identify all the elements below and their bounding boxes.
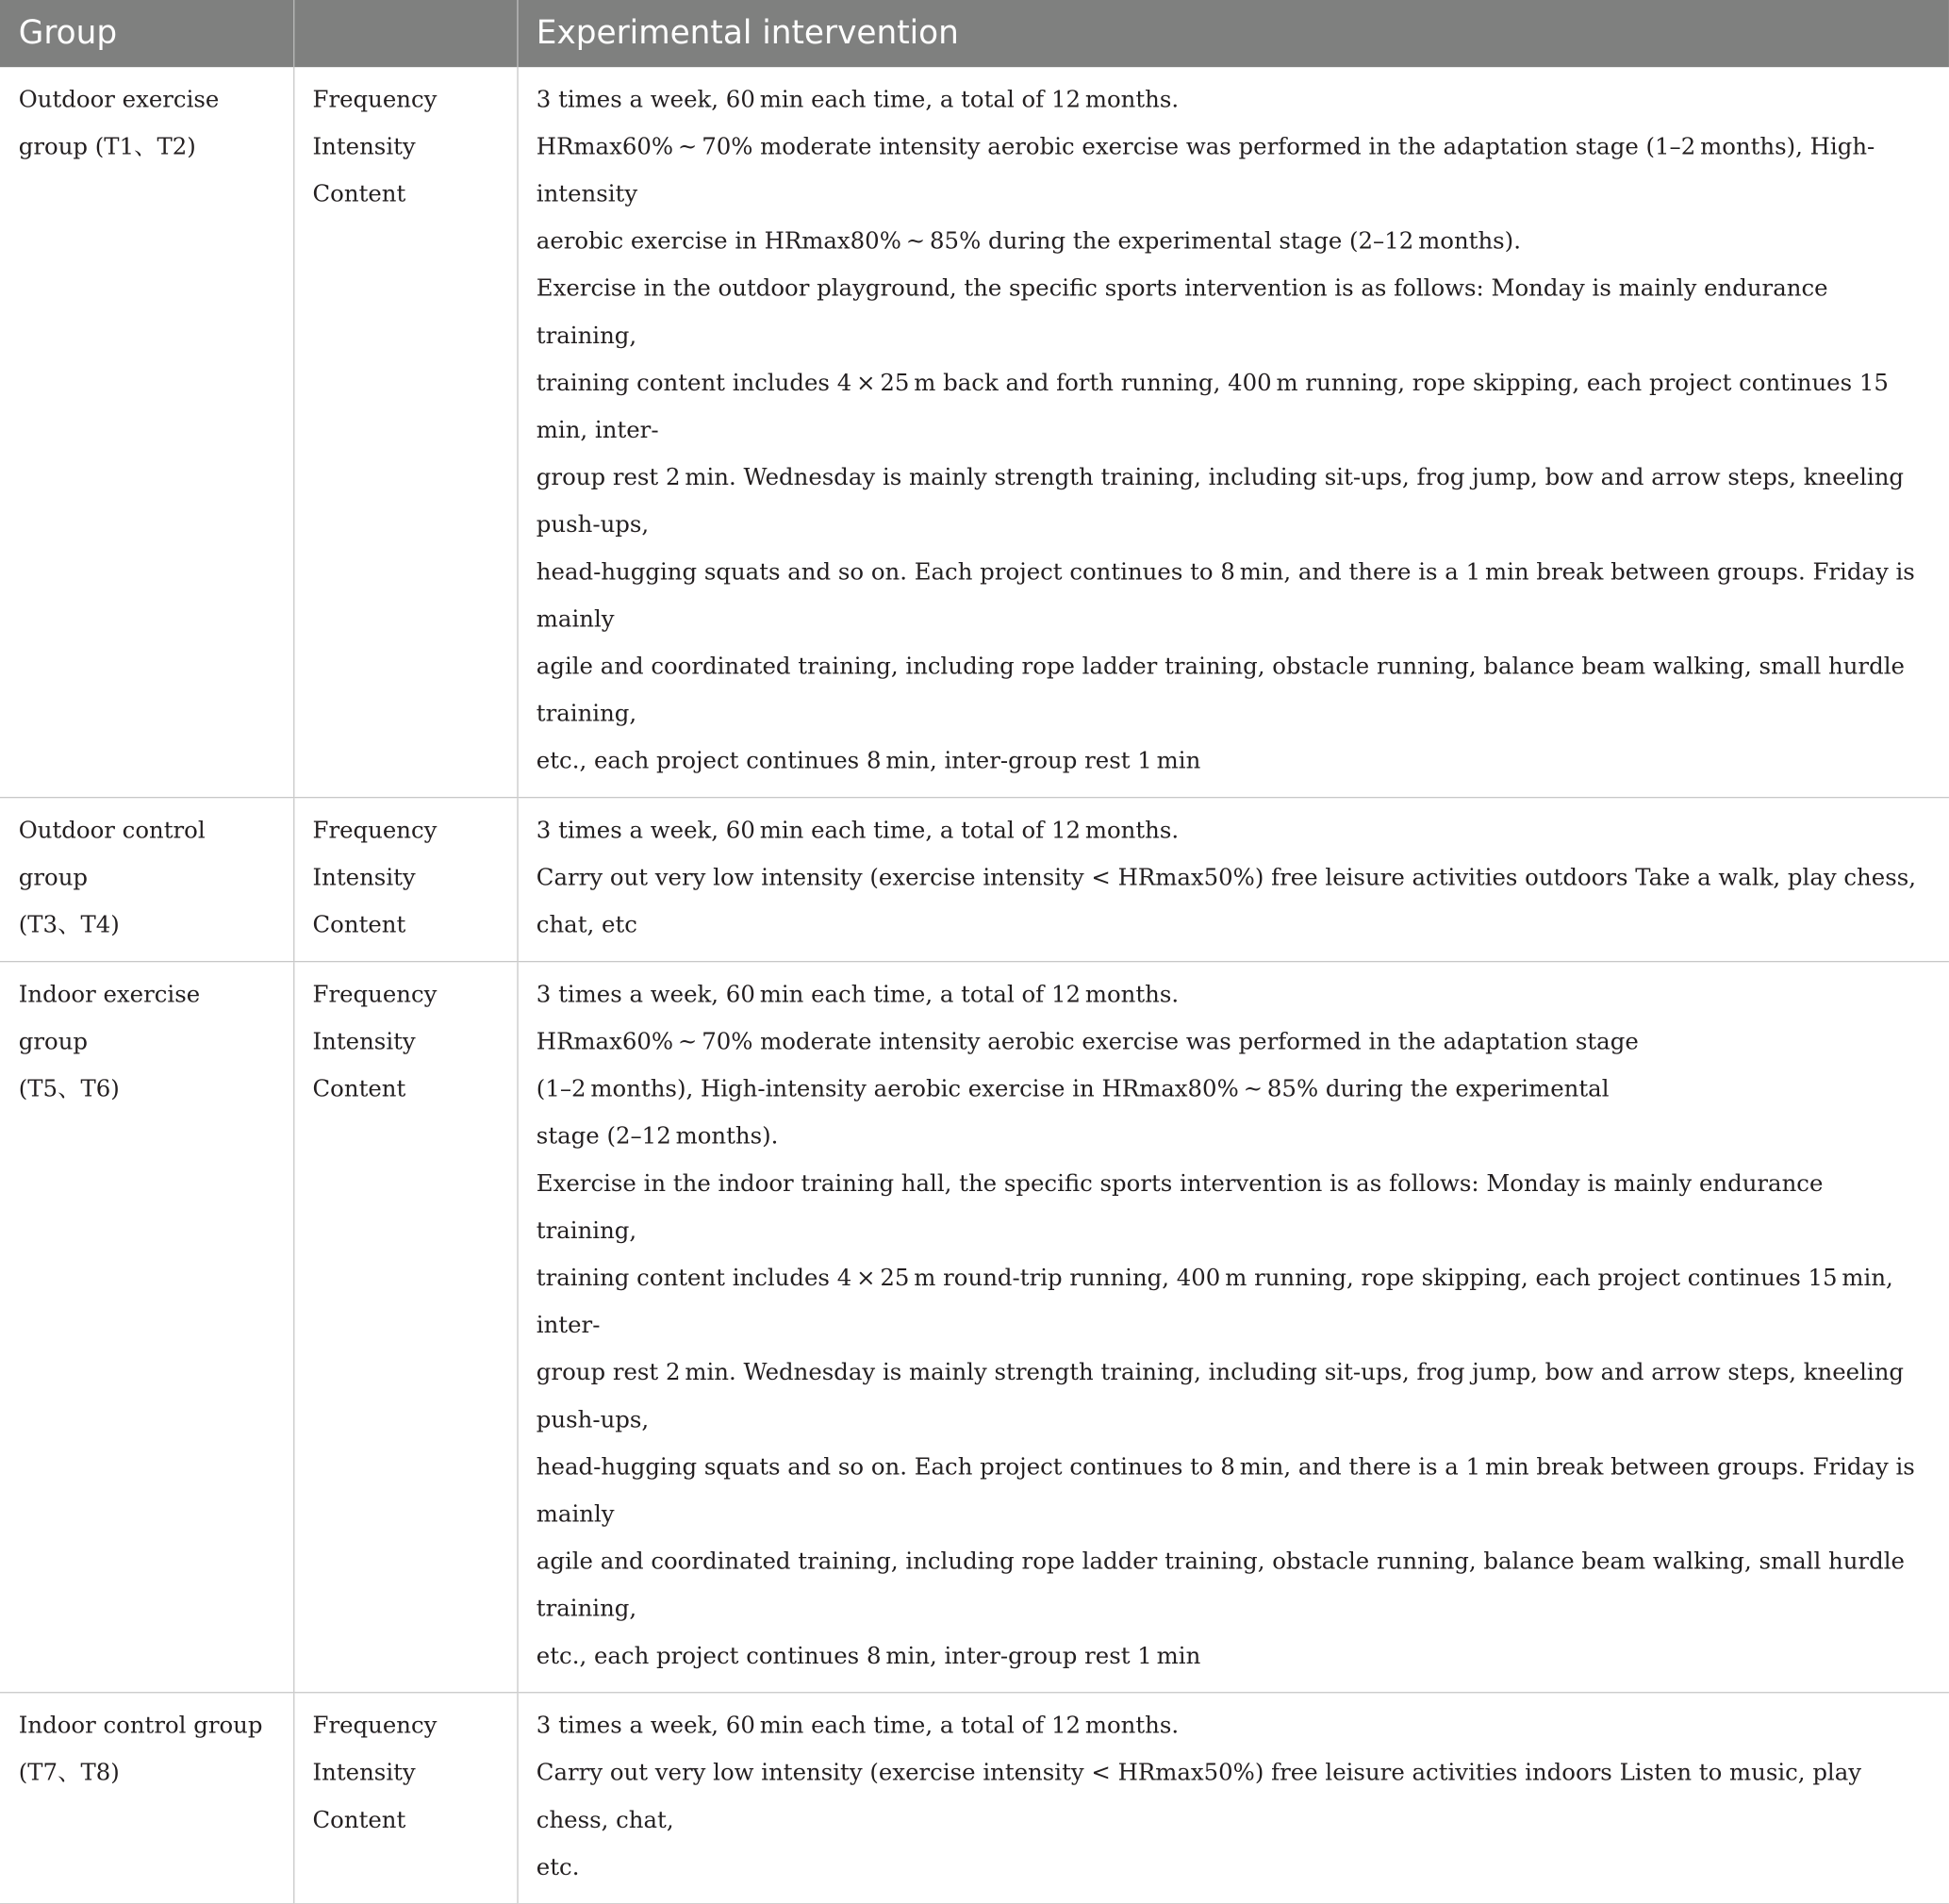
group-cell	[0, 67, 293, 797]
table-row	[0, 1693, 1949, 1904]
aspect-label: Content	[312, 181, 406, 208]
intervention-text-line: etc.	[536, 1854, 580, 1881]
aspect-label: Intensity	[312, 1760, 416, 1787]
group-label-line: (T5、T6)	[18, 1076, 120, 1103]
intervention-text-line: head-hugging squats and so on. Each project continues to 8 min, and there is a 1 min break between groups. Friday is mainly	[536, 1454, 1915, 1529]
intervention-text-line: 3 times a week, 60 min each time, a total of 12 months.	[536, 1713, 1180, 1740]
intervention-text-line: etc., each project continues 8 min, inter-group rest 1 min	[536, 1643, 1201, 1670]
intervention-text-line: HRmax60% ~ 70% moderate intensity aerobic exercise was performed in the adaptation stage	[536, 1029, 1639, 1056]
group-label-line: Outdoor control group	[18, 818, 206, 892]
table-row	[0, 962, 1949, 1693]
group-label-line: Outdoor exercise	[18, 87, 220, 113]
intervention-text-line: training content includes 4 × 25 m round-trip running, 400 m running, rope skipping, each project continues 15 min, inter-	[536, 1265, 1893, 1339]
intervention-cell	[517, 798, 1949, 962]
group-label-line: (T7、T8)	[18, 1760, 120, 1787]
group-label-line: group (T1、T2)	[18, 134, 196, 161]
table-body	[0, 67, 1949, 1904]
intervention-text-line: etc., each project continues 8 min, inter-group rest 1 min	[536, 748, 1201, 775]
aspect-label: Frequency	[312, 818, 438, 845]
table-row	[0, 67, 1949, 797]
intervention-text-line: head-hugging squats and so on. Each project continues to 8 min, and there is a 1 min break between groups. Friday is mainly	[536, 559, 1915, 633]
intervention-text-line: training content includes 4 × 25 m back and forth running, 400 m running, rope skipping, each project continues 15 min, inter-	[536, 370, 1893, 444]
intervention-text-line: 3 times a week, 60 min each time, a total of 12 months.	[536, 818, 1180, 845]
aspect-label: Intensity	[312, 134, 416, 161]
intervention-text-line: 3 times a week, 60 min each time, a total of 12 months.	[536, 982, 1180, 1009]
aspect-label: Content	[312, 1807, 406, 1834]
aspect-label: Content	[312, 1076, 406, 1103]
intervention-text-line: Carry out very low intensity (exercise intensity < HRmax50%) free leisure activities outdoors Take a walk, play chess, chat, etc	[536, 865, 1916, 939]
header-row	[0, 0, 1949, 67]
aspect-cell	[293, 1693, 517, 1904]
header-aspect	[293, 0, 517, 67]
aspect-label: Intensity	[312, 1029, 416, 1056]
intervention-text-line: stage (2–12 months).	[536, 1123, 779, 1151]
intervention-text-line: 3 times a week, 60 min each time, a total of 12 months.	[536, 87, 1180, 113]
group-cell	[0, 1693, 293, 1904]
aspect-label: Frequency	[312, 1713, 438, 1740]
group-label-line: Indoor control group	[18, 1713, 263, 1740]
table-header	[0, 0, 1949, 67]
intervention-text-line: HRmax60% ~ 70% moderate intensity aerobic exercise was performed in the adaptation stage (1–2 months), High-intensity	[536, 134, 1875, 208]
intervention-text-line: Exercise in the outdoor playground, the specific sports intervention is as follows: Monday is mainly endurance training,	[536, 275, 1828, 350]
group-label-line: Indoor exercise group	[18, 982, 201, 1056]
aspect-label: Frequency	[312, 982, 438, 1009]
aspect-label: Intensity	[312, 865, 416, 892]
group-cell	[0, 962, 293, 1693]
intervention-text-line: Carry out very low intensity (exercise intensity < HRmax50%) free leisure activities indoors Listen to music, play chess, chat,	[536, 1760, 1862, 1834]
group-cell	[0, 798, 293, 962]
intervention-cell	[517, 962, 1949, 1693]
aspect-cell	[293, 798, 517, 962]
intervention-text-line: Exercise in the indoor training hall, the specific sports intervention is as follows: Monday is mainly endurance training,	[536, 1170, 1824, 1245]
aspect-cell	[293, 962, 517, 1693]
table-row	[0, 798, 1949, 962]
intervention-cell	[517, 1693, 1949, 1904]
aspect-cell	[293, 67, 517, 797]
intervention-text-line: agile and coordinated training, including rope ladder training, obstacle running, balance beam walking, small hurdle training,	[536, 1548, 1905, 1623]
intervention-text-line: group rest 2 min. Wednesday is mainly strength training, including sit-ups, frog jump, bow and arrow steps, kneeling push-ups,	[536, 1360, 1905, 1433]
aspect-label: Content	[312, 912, 406, 939]
header-experimental-intervention: Experimental intervention	[517, 0, 1949, 67]
header-group: Group	[0, 0, 293, 67]
aspect-label: Frequency	[312, 87, 438, 113]
group-label-line: (T3、T4)	[18, 912, 120, 939]
intervention-text-line: aerobic exercise in HRmax80% ~ 85% during the experimental stage (2–12 months).	[536, 228, 1521, 256]
intervention-text-line: (1–2 months), High-intensity aerobic exercise in HRmax80% ~ 85% during the experimental	[536, 1076, 1610, 1103]
intervention-text-line: agile and coordinated training, including rope ladder training, obstacle running, balance beam walking, small hurdle training,	[536, 654, 1905, 728]
intervention-text-line: group rest 2 min. Wednesday is mainly strength training, including sit-ups, frog jump, bow and arrow steps, kneeling push-ups,	[536, 465, 1905, 538]
intervention-cell	[517, 67, 1949, 797]
